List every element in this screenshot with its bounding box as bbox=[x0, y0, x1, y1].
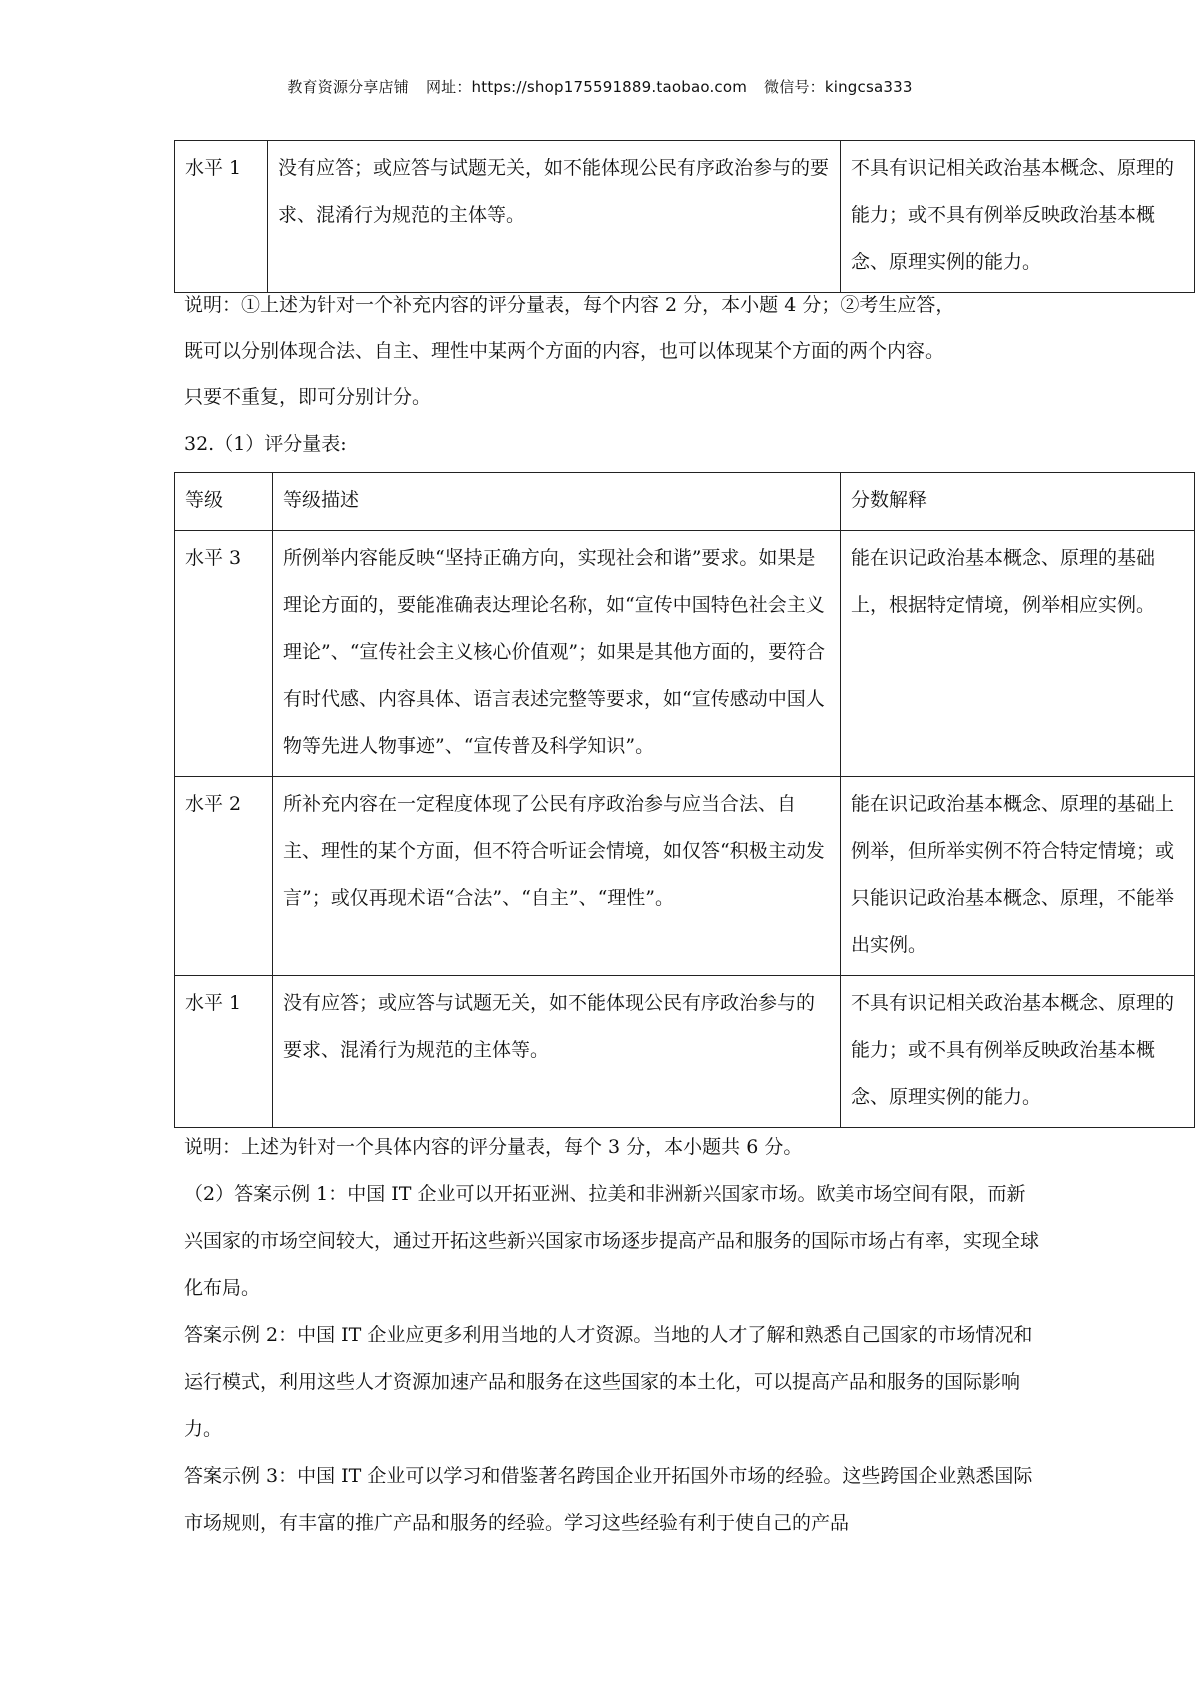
answer-example-2: 答案示例 2：中国 IT 企业应更多利用当地的人才资源。当地的人才了解和熟悉自己国家的市场情况和运行模式，利用这些人才资源加速产品和服务在这些国家的本土化，可以提高产品和服务的国际影响力。 bbox=[184, 1324, 1033, 1440]
page-header bbox=[0, 76, 1200, 97]
table-row bbox=[175, 141, 1195, 293]
table-row bbox=[175, 531, 1195, 777]
header-description: 等级描述 bbox=[273, 473, 841, 531]
level-cell: 水平 1 bbox=[175, 976, 273, 1128]
wechat-id: 微信号：kingcsa333 bbox=[764, 78, 913, 96]
level-cell: 水平 2 bbox=[175, 777, 273, 976]
question-32-title: 32.（1）评分量表: bbox=[184, 433, 347, 455]
header-level: 等级 bbox=[175, 473, 273, 531]
answer-example-3: 答案示例 3：中国 IT 企业可以学习和借鉴著名跨国企业开拓国外市场的经验。这些跨国企业熟悉国际市场规则，有丰富的推广产品和服务的经验。学习这些经验有利于使自己的产品 bbox=[184, 1465, 1033, 1534]
description-cell: 没有应答；或应答与试题无关，如不能体现公民有序政治参与的要求、混淆行为规范的主体等。 bbox=[268, 141, 841, 293]
table-header-row bbox=[175, 473, 1195, 531]
note-line-1: 说明：①上述为针对一个补充内容的评分量表，每个内容 2 分，本小题 4 分；②考生应答， bbox=[184, 294, 955, 316]
note-line-3: 只要不重复，即可分别计分。 bbox=[184, 386, 432, 408]
explanation-cell: 不具有识记相关政治基本概念、原理的能力；或不具有例举反映政治基本概念、原理实例的能力。 bbox=[841, 141, 1195, 293]
note-line-2: 既可以分别体现合法、自主、理性中某两个方面的内容，也可以体现某个方面的两个内容。 bbox=[184, 340, 945, 362]
explanation-cell: 能在识记政治基本概念、原理的基础上，根据特定情境，例举相应实例。 bbox=[841, 531, 1195, 777]
description-cell: 所例举内容能反映“坚持正确方向，实现社会和谐”要求。如果是理论方面的，要能准确表达理论名称，如“宣传中国特色社会主义理论”、“宣传社会主义核心价值观”；如果是其他方面的，要符合有时代感、内容具体、语言表述完整等要求，如“宣传感动中国人物等先进人物事迹”、“宣传普及科学知识”。 bbox=[273, 531, 841, 777]
rubric-table bbox=[174, 472, 1195, 1128]
rubric-table-continued bbox=[174, 140, 1195, 293]
table-row bbox=[175, 976, 1195, 1128]
answer-example-1: （2）答案示例 1：中国 IT 企业可以开拓亚洲、拉美和非洲新兴国家市场。欧美市场空间有限，而新兴国家的市场空间较大，通过开拓这些新兴国家市场逐步提高产品和服务的国际市场占有率，实现全球化布局。 bbox=[184, 1183, 1040, 1299]
note-2: 说明：上述为针对一个具体内容的评分量表，每个 3 分，本小题共 6 分。 bbox=[184, 1136, 803, 1158]
header-explanation: 分数解释 bbox=[841, 473, 1195, 531]
explanation-cell: 不具有识记相关政治基本概念、原理的能力；或不具有例举反映政治基本概念、原理实例的能力。 bbox=[841, 976, 1195, 1128]
shop-name: 教育资源分享店铺 bbox=[287, 78, 409, 96]
level-cell: 水平 1 bbox=[175, 141, 268, 293]
description-cell: 所补充内容在一定程度体现了公民有序政治参与应当合法、自主、理性的某个方面，但不符合听证会情境，如仅答“积极主动发言”；或仅再现术语“合法”、“自主”、“理性”。 bbox=[273, 777, 841, 976]
level-cell: 水平 3 bbox=[175, 531, 273, 777]
explanation-cell: 能在识记政治基本概念、原理的基础上例举，但所举实例不符合特定情境；或只能识记政治基本概念、原理，不能举出实例。 bbox=[841, 777, 1195, 976]
description-cell: 没有应答；或应答与试题无关，如不能体现公民有序政治参与的要求、混淆行为规范的主体等。 bbox=[273, 976, 841, 1128]
table-row bbox=[175, 777, 1195, 976]
shop-url: 网址：https://shop175591889.taobao.com bbox=[425, 78, 748, 96]
